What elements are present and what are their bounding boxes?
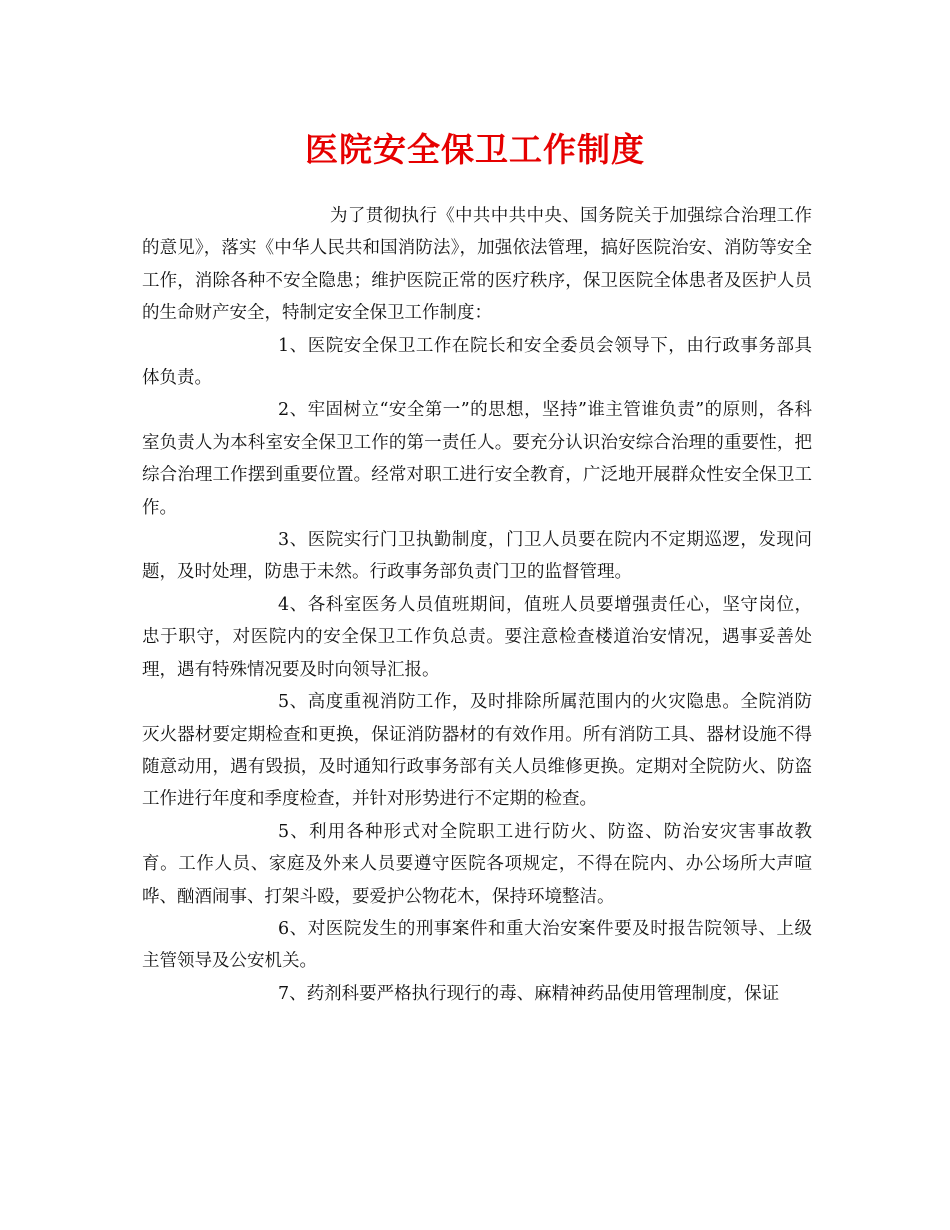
document-title: 医院安全保卫工作制度 (305, 130, 645, 169)
document-body (142, 200, 812, 1010)
clause-paragraph-1: 1、医院安全保卫工作在院长和安全委员会领导下，由行政事务部具体负责。 (142, 335, 812, 389)
clause-paragraph-5: 5、高度重视消防工作，及时排除所属范围内的火灾隐患。全院消防灭火器材要定期检查和更换，保证消防器材的有效作用。所有消防工具、器材设施不得随意动用，遇有毁损，及时通知行政事务部有关人员维修更换。定期对全院防火、防盗工作进行年度和季度检查，并针对形势进行不定期的检查。 (142, 692, 812, 810)
clause-paragraph-6: 6、对医院发生的刑事案件和重大治安案件要及时报告院领导、上级主管领导及公安机关。 (142, 918, 812, 972)
clause-paragraph-4: 4、各科室医务人员值班期间，值班人员要增强责任心，坚守岗位，忠于职守，对医院内的安全保卫工作负总责。要注意检查楼道治安情况，遇事妥善处理，遇有特殊情况要及时向领导汇报。 (142, 594, 812, 680)
clause-paragraph-7: 7、药剂科要严格执行现行的毒、麻精神药品使用管理制度，保证 (278, 983, 780, 1004)
clause-paragraph-2: 2、牢固树立“安全第一”的思想，坚持”谁主管谁负责”的原则，各科室负责人为本科室安全保卫工作的第一责任人。要充分认识治安综合治理的重要性，把综合治理工作摆到重要位置。经常对职工进行安全教育，广泛地开展群众性安全保卫工作。 (142, 400, 812, 518)
clause-paragraph-5b: 5、利用各种形式对全院职工进行防火、防盗、防治安灾害事故教育。工作人员、家庭及外来人员要遵守医院各项规定，不得在院内、办公场所大声喧哗、酗酒闹事、打架斗殴，要爱护公物花木，保持环境整洁。 (142, 821, 812, 907)
intro-paragraph: 为了贯彻执行《中共中共中央、国务院关于加强综合治理工作的意见》，落实《中华人民共和国消防法》，加强依法管理，搞好医院治安、消防等安全工作，消除各种不安全隐患；维护医院正常的医疗秩序，保卫医院全体患者及医护人员的生命财产安全，特制定安全保卫工作制度： (142, 206, 812, 324)
clause-paragraph-3: 3、医院实行门卫执勤制度，门卫人员要在院内不定期巡逻，发现问题，及时处理，防患于未然。行政事务部负责门卫的监督管理。 (142, 530, 812, 583)
